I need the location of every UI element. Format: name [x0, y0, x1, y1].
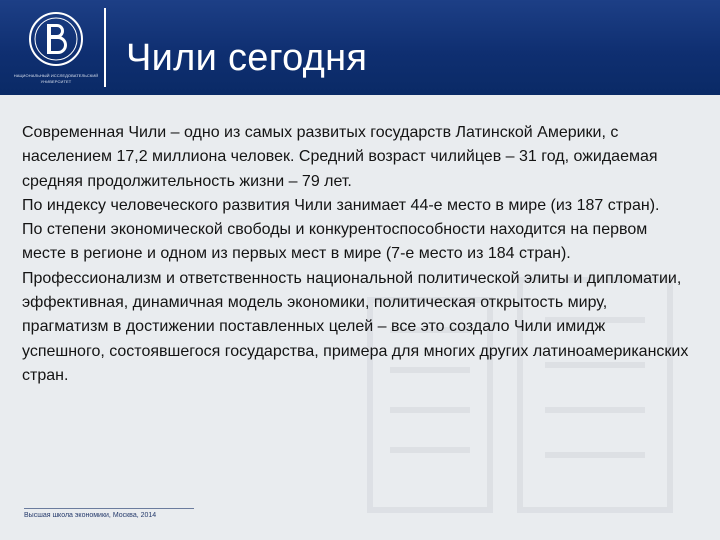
- slide-header: [0, 0, 720, 95]
- hse-university-logo-icon: [16, 7, 96, 71]
- paragraph-2: По индексу человеческого развития Чили занимает 44-е место в мире (из 187 стран).: [22, 196, 660, 214]
- slide-body: [22, 121, 690, 388]
- logo-caption: НАЦИОНАЛЬНЫЙ ИССЛЕДОВАТЕЛЬСКИЙ УНИВЕРСИТЕТ: [13, 73, 99, 84]
- paragraph-3: По степени экономической свободы и конкурентоспособности находится на первом месте в регионе и одном из первых мест в мире (7-е место из 184 стран).: [22, 221, 648, 263]
- paragraph-1: Современная Чили – одно из самых развитых государств Латинской Америки, с населением 17,2 миллиона человек. Средний возраст чилийцев – 31 год, ожидаемая средняя продолжительность жизни – 79 лет.: [22, 124, 658, 190]
- header-divider: [104, 8, 106, 87]
- slide-footer: Высшая школа экономики, Москва, 2014: [24, 508, 194, 520]
- slide-title: Чили сегодня: [126, 37, 368, 79]
- paragraph-4: Профессионализм и ответственность национальной политической элиты и дипломатии, эффективная, динамичная модель экономики, политическая открытость миру, прагматизм в достижении поставленных целей – все это создало Чили имидж успешного, состоявшегося государства, примера для многих других латиноамериканских стран.: [22, 269, 689, 384]
- hse-logo: [12, 7, 100, 89]
